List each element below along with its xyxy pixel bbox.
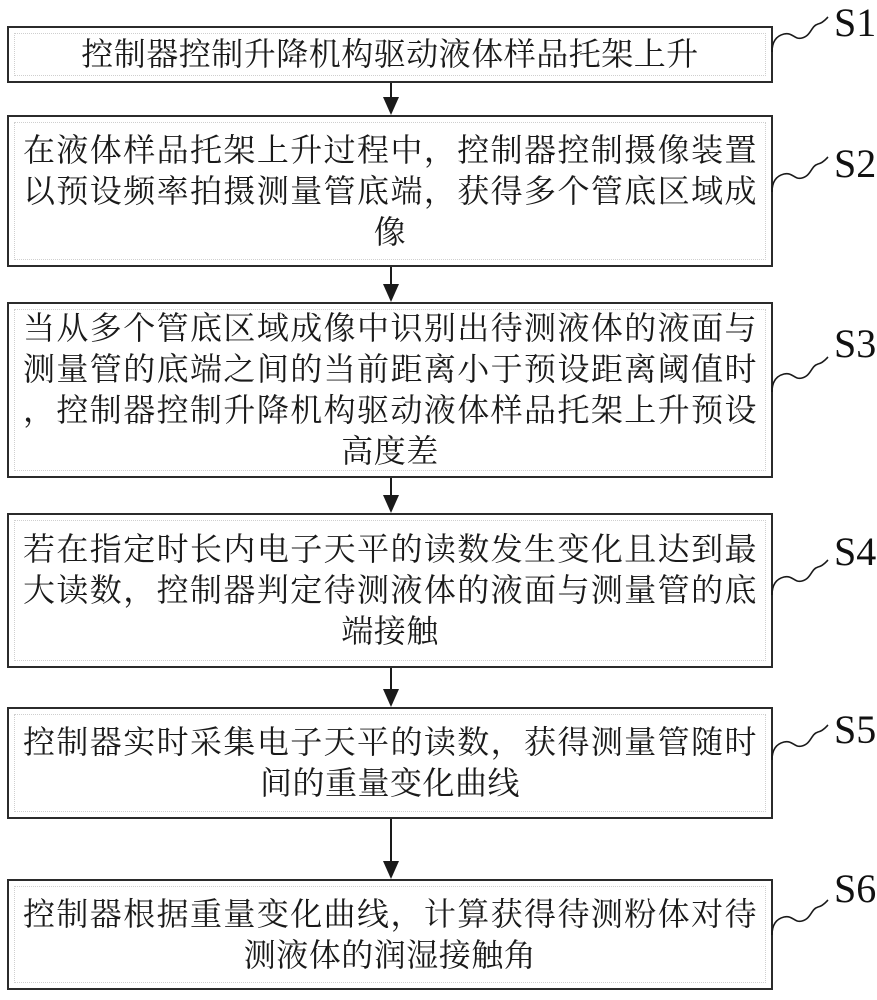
arrowhead-icon [383, 689, 399, 707]
flow-arrow-5 [383, 819, 399, 879]
step-text-line: 控制器控制升降机构驱动液体样品托架上升 [81, 35, 699, 73]
flow-step-box-s3 [7, 302, 773, 478]
flow-step-box-s6 [7, 879, 773, 990]
step-text-line: 像 [373, 212, 407, 251]
leader-line-s6 [771, 898, 829, 936]
arrowhead-icon [383, 97, 399, 115]
flow-step-box-s5 [7, 707, 773, 819]
step-text-line: 在液体样品托架上升过程中，控制器控制摄像装置 [23, 130, 757, 169]
arrow-shaft [390, 478, 392, 496]
step-label-s2: S2 [834, 141, 877, 186]
flow-step-box-s1 [7, 26, 773, 83]
arrowhead-icon [383, 861, 399, 879]
arrow-shaft [390, 83, 392, 98]
flow-step-box-s2 [7, 115, 773, 267]
leader-line-s5 [771, 723, 829, 761]
step-text-line: 若在指定时长内电子天平的读数发生变化且达到最 [23, 530, 757, 568]
step-text-line: 高度差 [341, 432, 439, 470]
leader-line-s3 [771, 355, 829, 393]
leader-line-s2 [771, 155, 829, 193]
leader-line-s4 [771, 558, 829, 596]
flow-arrow-2 [383, 267, 399, 302]
step-label-s5: S5 [834, 707, 877, 752]
step-text-line: 当从多个管底区域成像中识别出待测液体的液面与 [23, 309, 757, 347]
flow-arrow-3 [383, 478, 399, 513]
step-label-s6: S6 [834, 866, 877, 911]
step-text-line: 测量管的底端之间的当前距离小于预设距离阈值时 [23, 350, 757, 388]
step-label-s3: S3 [834, 321, 877, 366]
step-label-s4: S4 [834, 529, 877, 574]
step-text-line: 间的重量变化曲线 [259, 764, 520, 802]
arrowhead-icon [383, 495, 399, 513]
step-text-line: 以预设频率拍摄测量管底端，获得多个管底区域成 [23, 171, 757, 210]
step-text-line: 测液体的润湿接触角 [243, 935, 537, 974]
step-text-line: 控制器根据重量变化曲线，计算获得待测粉体对待 [23, 894, 757, 933]
flow-arrow-4 [383, 668, 399, 707]
flow-step-box-s4 [7, 513, 773, 668]
arrowhead-icon [383, 284, 399, 302]
step-text-line: 控制器实时采集电子天平的读数，获得测量管随时 [23, 723, 757, 761]
step-text-line: 端接触 [341, 612, 439, 650]
flow-arrow-1 [383, 83, 399, 115]
arrow-shaft [390, 267, 392, 285]
step-text-line: 大读数，控制器判定待测液体的液面与测量管的底 [23, 571, 757, 609]
leader-line-s1 [771, 15, 829, 53]
step-label-s1: S1 [834, 0, 877, 45]
arrow-shaft [390, 668, 392, 690]
step-text-line: ，控制器控制升降机构驱动液体样品托架上升预设 [23, 391, 757, 429]
arrow-shaft [390, 819, 392, 862]
